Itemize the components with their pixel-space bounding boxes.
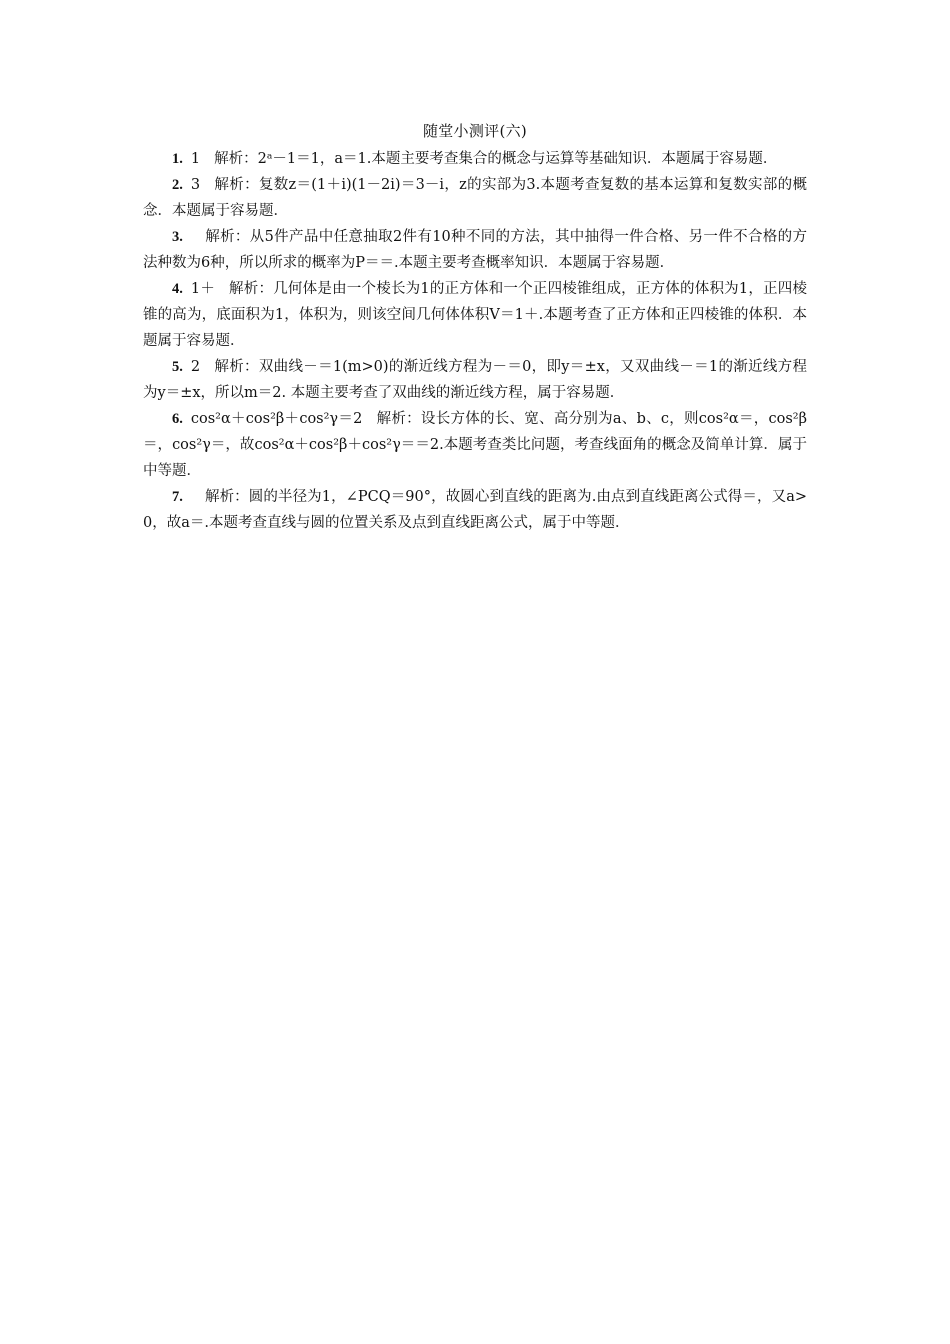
answer-item-4 (143, 276, 807, 354)
answer-item-7 (143, 484, 807, 536)
item-explanation: 解析：从5件产品中任意抽取2件有10种不同的方法，其中抽得一件合格、另一件不合格的方法种数为6种，所以所求的概率为P＝＝.本题主要考查概率知识．本题属于容易题． (143, 229, 807, 271)
item-explanation: 解析：复数z＝(1＋i)(1－2i)＝3－i，z的实部为3.本题考查复数的基本运算和复数实部的概念．本题属于容易题． (143, 177, 807, 219)
item-explanation: 解析：几何体是由一个棱长为1的正方体和一个正四棱锥组成，正方体的体积为1，正四棱锥的高为，底面积为1，体积为，则该空间几何体体积V＝1＋.本题考查了正方体和正四棱锥的体积．本题属于容易题． (143, 281, 807, 349)
document-page (143, 118, 807, 536)
item-answer: 1＋ (190, 281, 216, 297)
item-answer: cos²α＋cos²β＋cos²γ＝2 (190, 411, 363, 427)
item-number: 1. (172, 151, 183, 167)
item-number: 6. (172, 411, 183, 427)
item-number: 4. (172, 281, 183, 297)
answer-item-1 (143, 146, 807, 172)
item-explanation: 解析：圆的半径为1，∠PCQ＝90°，故圆心到直线的距离为.由点到直线距离公式得＝，又a>0，故a＝.本题考查直线与圆的位置关系及点到直线距离公式，属于中等题． (143, 489, 807, 531)
item-number: 2. (172, 177, 183, 193)
answer-item-5 (143, 354, 807, 406)
item-answer: 2 (190, 359, 201, 375)
item-explanation: 解析：2ᵃ－1＝1，a＝1.本题主要考查集合的概念与运算等基础知识．本题属于容易题． (214, 151, 778, 167)
item-number: 3. (172, 229, 183, 245)
document-title: 随堂小测评(六) (422, 122, 528, 140)
item-explanation: 解析：双曲线－＝1(m>0)的渐近线方程为－＝0，即y＝±x，又双曲线－＝1的渐近线方程为y＝±x，所以m＝2. 本题主要考查了双曲线的渐近线方程，属于容易题． (143, 359, 807, 401)
item-answer: 1 (190, 151, 201, 167)
answer-item-3 (143, 224, 807, 276)
item-explanation: 解析：设长方体的长、宽、高分别为a、b、c，则cos²α＝，cos²β＝，cos²γ＝，故cos²α＋cos²β＋cos²γ＝＝2.本题考查类比问题，考查线面角的概念及简单计算．属于中等题． (143, 411, 807, 479)
answer-item-6 (143, 406, 807, 484)
answer-item-2 (143, 172, 807, 224)
item-number: 5. (172, 359, 183, 375)
item-answer: 3 (190, 177, 201, 193)
item-number: 7. (172, 489, 183, 505)
